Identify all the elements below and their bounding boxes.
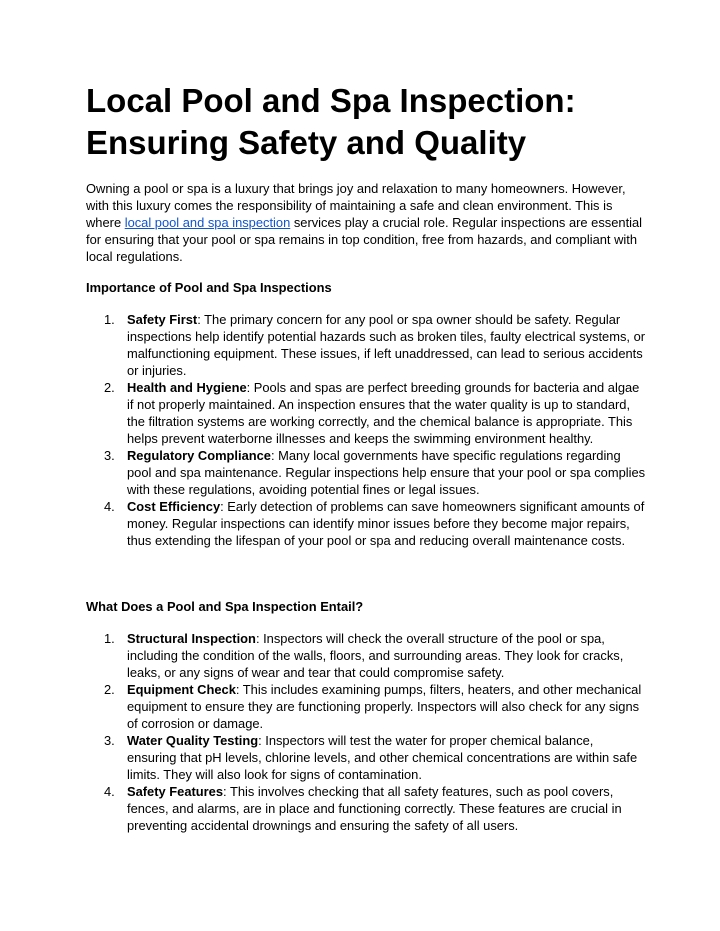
inspection-link[interactable]: local pool and spa inspection: [124, 215, 291, 230]
list-item-term: Structural Inspection: [127, 631, 256, 646]
list-item-term: Cost Efficiency: [127, 499, 221, 514]
intro-text-after-link: services play a crucial role. Regular inspections are essential for ensuring that your pool or spa remains in top condition, free from hazards, and compliant with local regulations.: [86, 215, 643, 264]
list-item: [86, 783, 646, 834]
list-item-text: : Inspectors will test the water for proper chemical balance, ensuring that pH levels, chlorine levels, and other chemical concentrations are within safe limits. They will also look for signs of contamination.: [127, 733, 638, 782]
section-heading-entail: What Does a Pool and Spa Inspection Entail?: [86, 599, 364, 614]
list-item-text: : This includes examining pumps, filters, heaters, and other mechanical equipment to ensure they are functioning properly. Inspectors will also check for any signs of corrosion or damage.: [127, 682, 642, 731]
list-number: 3.: [104, 733, 115, 748]
list-item-term: Equipment Check: [127, 682, 236, 697]
list-item: [86, 498, 646, 549]
list-item-text: : Many local governments have specific regulations regarding pool and spa maintenance. Regular inspections help ensure that your pool or spa complies with these regulations, avoiding potential fines or legal issues.: [127, 448, 646, 497]
section-heading-importance: Importance of Pool and Spa Inspections: [86, 280, 332, 295]
importance-list: [86, 311, 646, 549]
list-number: 2.: [104, 682, 115, 697]
list-number: 3.: [104, 448, 115, 463]
list-item: [86, 447, 646, 498]
list-item: [86, 681, 646, 732]
list-item: [86, 630, 646, 681]
list-number: 4.: [104, 499, 115, 514]
intro-paragraph: [86, 180, 646, 265]
list-item-term: Health and Hygiene: [127, 380, 247, 395]
intro-text-before-link: Owning a pool or spa is a luxury that brings joy and relaxation to many homeowners. However, with this luxury comes the responsibility of maintaining a safe and clean environment. This is where: [86, 181, 626, 230]
list-item-term: Water Quality Testing: [127, 733, 259, 748]
list-item-text: : The primary concern for any pool or spa owner should be safety. Regular inspections help identify potential hazards such as broken tiles, faulty electrical systems, or malfunctioning equipment. These issues, if left unaddressed, can lead to serious accidents or injuries.: [127, 312, 646, 378]
list-item-text: : Pools and spas are perfect breeding grounds for bacteria and algae if not properly maintained. An inspection ensures that the water quality is up to standard, the filtration systems are working correctly, and the chemical balance is appropriate. This helps prevent waterborne illnesses and keeps the swimming environment healthy.: [127, 380, 640, 446]
list-item-text: : Early detection of problems can save homeowners significant amounts of money. Regular inspections can identify minor issues before they become major repairs, thus extending the lifespan of your pool or spa and reducing overall maintenance costs.: [127, 499, 645, 548]
title-line-2: Ensuring Safety and Quality: [86, 124, 527, 161]
list-item: [86, 732, 646, 783]
entail-list: [86, 630, 646, 834]
list-number: 2.: [104, 380, 115, 395]
page-title: [86, 80, 686, 164]
title-line-1: Local Pool and Spa Inspection:: [86, 82, 576, 119]
list-item-term: Regulatory Compliance: [127, 448, 271, 463]
list-number: 4.: [104, 784, 115, 799]
list-item: [86, 379, 646, 447]
list-item-text: : Inspectors will check the overall structure of the pool or spa, including the condition of the walls, floors, and surrounding areas. They look for cracks, leaks, or any signs of wear and tear that could compromise safety.: [127, 631, 624, 680]
list-item: [86, 311, 646, 379]
list-item-term: Safety First: [127, 312, 198, 327]
list-number: 1.: [104, 631, 115, 646]
list-item-term: Safety Features: [127, 784, 224, 799]
list-number: 1.: [104, 312, 115, 327]
list-item-text: : This involves checking that all safety features, such as pool covers, fences, and alarms, are in place and functioning correctly. These features are crucial in preventing accidental drownings and ensuring the safety of all users.: [127, 784, 622, 833]
